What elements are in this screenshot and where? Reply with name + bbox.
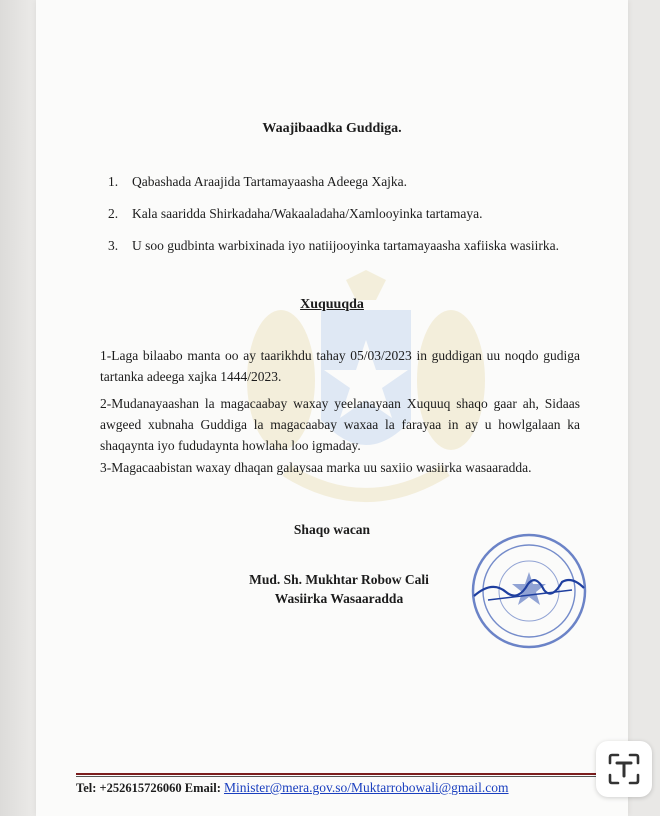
- tel-label: Tel:: [76, 781, 97, 795]
- text-scan-icon: [596, 741, 652, 797]
- text-scan-button[interactable]: [596, 741, 652, 797]
- rights-paragraph: 3-Magacaabistan waxay dhaqan galaysaa marka uu saxiio wasiirka wasaaradda.: [100, 460, 532, 475]
- closing-text: Shaqo wacan: [293, 522, 371, 537]
- duty-item: [108, 235, 578, 256]
- rights-paragraph: 2-Mudanayaashan la magacaabay waxay yeelanayaan Xuquuq shaqo gaar ah, Sidaas awgeed xubnaha Guddiga la magacaabay waxaa la farayaa in ay u howlgalaan ka shaqaynta iyo fududaynta howlaha loo igmaday.: [100, 396, 580, 453]
- duty-number: 3.: [108, 238, 119, 253]
- duty-number: 1.: [108, 174, 119, 189]
- duty-item: [108, 171, 578, 192]
- duty-item: [108, 203, 578, 224]
- duty-text: U soo gudbinta warbixinada iyo natiijooyinka tartamayaasha xafiiska wasiirka.: [132, 238, 560, 253]
- rights-heading: Xuquuqda: [300, 297, 364, 312]
- signatory-position: Wasiirka Wasaaradda: [274, 591, 404, 606]
- official-stamp-icon: [468, 530, 590, 652]
- footer-contact: [76, 780, 616, 796]
- footer-rule: [76, 773, 596, 775]
- duty-text: Kala saaridda Shirkadaha/Wakaaladaha/Xamlooyinka tartamaya.: [132, 206, 483, 221]
- page-title: Waajibaadka Guddiga.: [262, 121, 402, 136]
- tel-number: +252615726060: [99, 781, 182, 795]
- scan-left-edge: [0, 0, 36, 816]
- duty-text: Qabashada Araajida Tartamayaasha Adeega Xajka.: [132, 174, 408, 189]
- signature-block: [224, 570, 454, 608]
- signatory-name: Mud. Sh. Mukhtar Robow Cali: [249, 572, 429, 587]
- document-page: [36, 0, 628, 816]
- email-link[interactable]: Minister@mera.gov.so/Muktarrobowali@gmail.com: [223, 780, 509, 795]
- footer-rule-thin: [76, 776, 596, 777]
- email-label: Email:: [184, 781, 221, 795]
- rights-paragraph: 1-Laga bilaabo manta oo ay taarikhdu tahay 05/03/2023 in guddigan uu noqdo gudiga tartanka adeega xajka 1444/2023.: [100, 348, 580, 384]
- duty-number: 2.: [108, 206, 119, 221]
